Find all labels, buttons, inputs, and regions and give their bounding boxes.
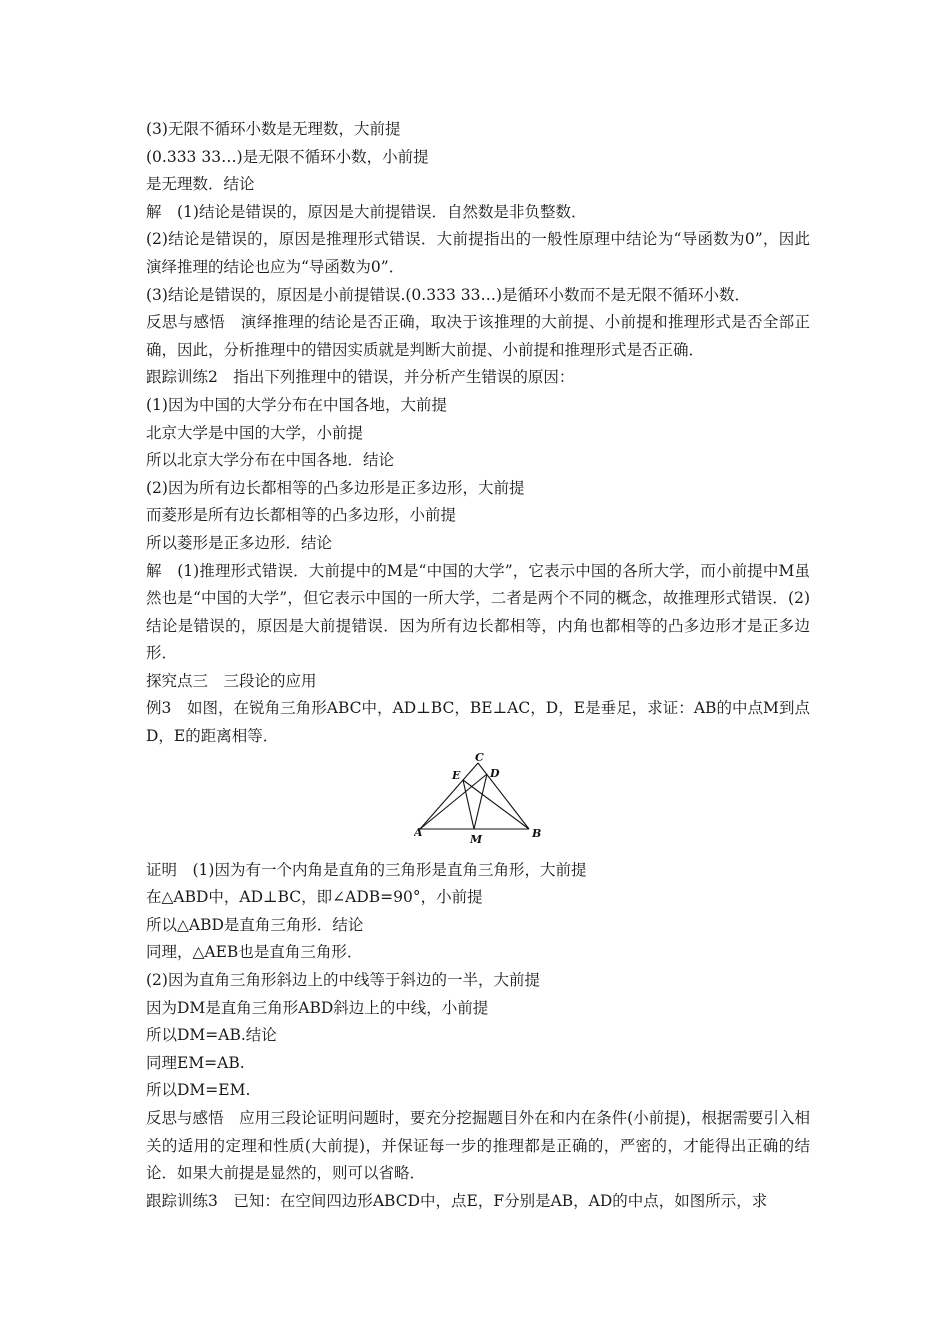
text-line: 同理，△AEB也是直角三角形． <box>146 943 363 962</box>
text-line: 北京大学是中国的大学，小前提 <box>146 423 364 442</box>
text-line: (2)因为直角三角形斜边上的中线等于斜边的一半，大前提 <box>146 971 540 990</box>
text-line: 所以△ABD是直角三角形．结论 <box>146 915 364 934</box>
label-e: E <box>452 768 461 782</box>
text-line: 是无理数．结论 <box>146 175 255 194</box>
reflection-paragraph: 反思与感悟 演绎推理的结论是否正确，取决于该推理的大前提、小前提和推理形式是否全部正确，因此，分析推理中的错因实质就是判断大前提、小前提和推理形式是否正确． <box>146 313 810 359</box>
text-line: 所以DM=AB.结论 <box>146 1026 277 1045</box>
triangle-figure <box>146 751 810 857</box>
label-c: C <box>475 750 484 764</box>
text-line: (2)因为所有边长都相等的凸多边形是正多边形，大前提 <box>146 478 525 497</box>
solution-paragraph: 解 (1)推理形式错误．大前提中的M是“中国的大学”，它表示中国的各所大学，而小前提中M虽然也是“中国的大学”，但它表示中国的一所大学，二者是两个不同的概念，故推理形式错误．(2)结论是错误的，原因是大前提错误．因为所有边长都相等，内角也都相等的凸多边形才是正多边形． <box>146 561 810 663</box>
solution-line: 解 (1)结论是错误的，原因是大前提错误．自然数是非负整数． <box>146 202 587 221</box>
text-line: (3)无限不循环小数是无理数，大前提 <box>146 120 401 138</box>
text-line: (0.333 33…)是无限不循环小数，小前提 <box>146 147 429 166</box>
exercise-heading: 跟踪训练2 指出下列推理中的错误，并分析产生错误的原因： <box>146 368 575 387</box>
text-line: 因为DM是直角三角形ABD斜边上的中线，小前提 <box>146 998 489 1017</box>
text-paragraph: (2)结论是错误的，原因是推理形式错误．大前提指出的一般性原理中结论为“导函数为0”，因此演绎推理的结论也应为“导函数为0”． <box>146 230 810 276</box>
text-line: 所以菱形是正多边形．结论 <box>146 533 333 552</box>
reflection-paragraph: 反思与感悟 应用三段论证明问题时，要充分挖掘题目外在和内在条件(小前提)，根据需要引入相关的适用的定理和性质(大前提)，并保证每一步的推理都是正确的，严密的，才能得出正确的结论．如果大前提是显然的，则可以省略． <box>146 1109 810 1183</box>
text-line: 而菱形是所有边长都相等的凸多边形，小前提 <box>146 506 457 525</box>
triangle-diagram <box>414 751 546 857</box>
section-heading: 探究点三 三段论的应用 <box>146 671 317 690</box>
text-line: 所以DM=EM. <box>146 1081 251 1100</box>
segment-ac <box>420 763 478 829</box>
text-line: (1)因为中国的大学分布在中国各地，大前提 <box>146 395 447 414</box>
exercise-heading: 跟踪训练3 已知：在空间四边形ABCD中，点E，F分别是AB，AD的中点，如图所示，求 <box>146 1191 768 1210</box>
text-line: 所以北京大学分布在中国各地．结论 <box>146 451 395 470</box>
segment-md <box>474 774 487 829</box>
label-b: B <box>532 826 542 840</box>
example-paragraph: 例3 如图，在锐角三角形ABC中，AD⊥BC，BE⊥AC，D，E是垂足，求证：AB的中点M到点D，E的距离相等． <box>146 699 810 746</box>
text-line: 同理EM=AB. <box>146 1053 245 1072</box>
document-page <box>146 116 810 1215</box>
label-m: M <box>470 832 483 846</box>
label-a: A <box>414 825 423 839</box>
proof-line: 证明 (1)因为有一个内角是直角的三角形是直角三角形，大前提 <box>146 860 587 879</box>
label-d: D <box>490 766 500 780</box>
text-line: 在△ABD中，AD⊥BC，即∠ADB=90°，小前提 <box>146 888 483 907</box>
segment-ad <box>420 774 487 829</box>
text-line: (3)结论是错误的，原因是小前提错误.(0.333 33…)是循环小数而不是无限不循环小数． <box>146 285 751 304</box>
segment-bc <box>478 763 529 829</box>
